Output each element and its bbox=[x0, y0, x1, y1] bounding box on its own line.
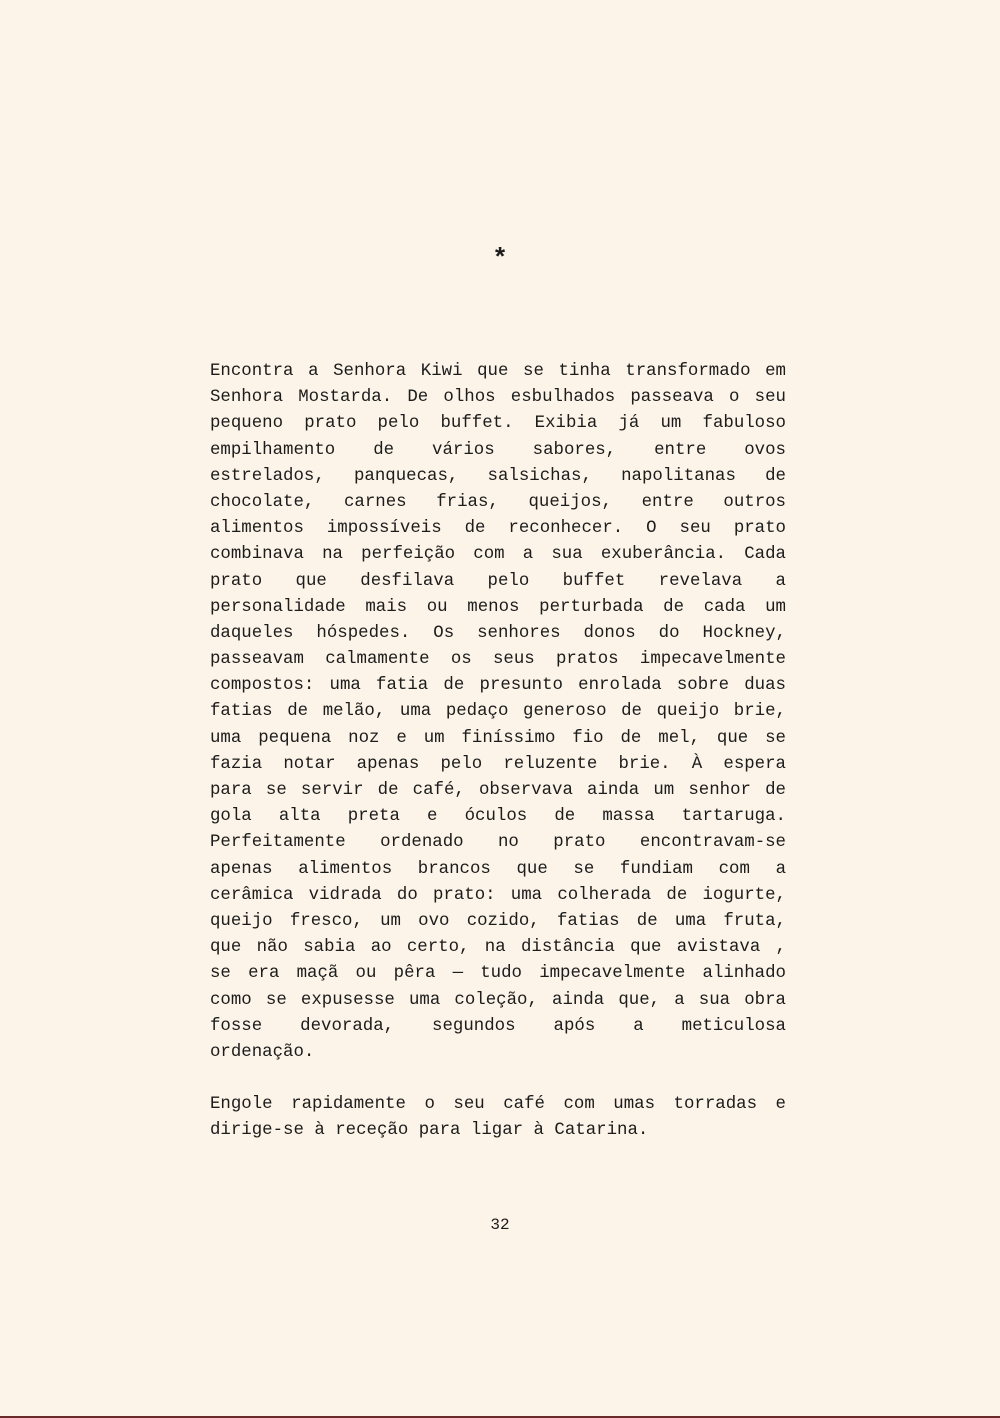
text-line: Encontra a Senhora Kiwi que se tinha transformado em bbox=[210, 362, 786, 381]
text-line: Engole rapidamente o seu café com umas torradas e bbox=[210, 1095, 786, 1115]
text-line: uma pequena noz e um finíssimo fio de mel, que se bbox=[210, 728, 786, 748]
text-line: prato que desfilava pelo buffet revelava a bbox=[210, 571, 786, 591]
text-line: dirige-se à receção para ligar à Catarina. bbox=[210, 1121, 649, 1141]
text-line: para se servir de café, observava ainda um senhor de bbox=[210, 781, 786, 800]
text-line: chocolate, carnes frias, queijos, entre outros bbox=[210, 492, 786, 512]
text-line: apenas alimentos brancos que se fundiam com a bbox=[210, 859, 786, 879]
text-line: Perfeitamente ordenado no prato encontravam-se bbox=[210, 833, 786, 853]
text-line: se era maçã ou pêra — tudo impecavelmente alinhado bbox=[210, 964, 786, 984]
paragraph-1 bbox=[210, 359, 786, 1066]
section-separator: * bbox=[492, 244, 508, 274]
text-line: que não sabia ao certo, na distância que avistava , bbox=[210, 938, 786, 958]
text-line: alimentos impossíveis de reconhecer. O seu prato bbox=[210, 519, 786, 539]
text-line: estrelados, panquecas, salsichas, napolitanas de bbox=[210, 466, 786, 486]
text-line: gola alta preta e óculos de massa tartaruga. bbox=[210, 807, 786, 827]
body-text bbox=[210, 359, 786, 1145]
paragraph-2 bbox=[210, 1092, 786, 1144]
paragraph-gap bbox=[210, 1066, 786, 1092]
text-line: ordenação. bbox=[210, 1042, 315, 1062]
text-line: cerâmica vidrada do prato: uma colherada de iogurte, bbox=[210, 885, 786, 905]
text-line: daqueles hóspedes. Os senhores donos do Hockney, bbox=[210, 623, 786, 643]
text-line: fosse devorada, segundos após a meticulosa bbox=[210, 1016, 786, 1036]
text-line: como se expusesse uma coleção, ainda que, a sua obra bbox=[210, 990, 786, 1010]
text-line: personalidade mais ou menos perturbada de cada um bbox=[210, 597, 786, 617]
text-line: passeavam calmamente os seus pratos impecavelmente bbox=[210, 650, 786, 670]
text-line: pequeno prato pelo buffet. Exibia já um fabuloso bbox=[210, 414, 786, 434]
text-line: empilhamento de vários sabores, entre ovos bbox=[210, 440, 786, 460]
text-line: compostos: uma fatia de presunto enrolada sobre duas bbox=[210, 676, 786, 696]
text-line: combinava na perfeição com a sua exuberância. Cada bbox=[210, 545, 786, 565]
text-line: queijo fresco, um ovo cozido, fatias de uma fruta, bbox=[210, 911, 786, 931]
text-line: fatias de melão, uma pedaço generoso de queijo brie, bbox=[210, 702, 786, 722]
text-line: Senhora Mostarda. De olhos esbulhados passeava o seu bbox=[210, 388, 786, 408]
page-number: 32 bbox=[490, 1216, 510, 1234]
text-line: fazia notar apenas pelo reluzente brie. À espera bbox=[210, 754, 786, 774]
